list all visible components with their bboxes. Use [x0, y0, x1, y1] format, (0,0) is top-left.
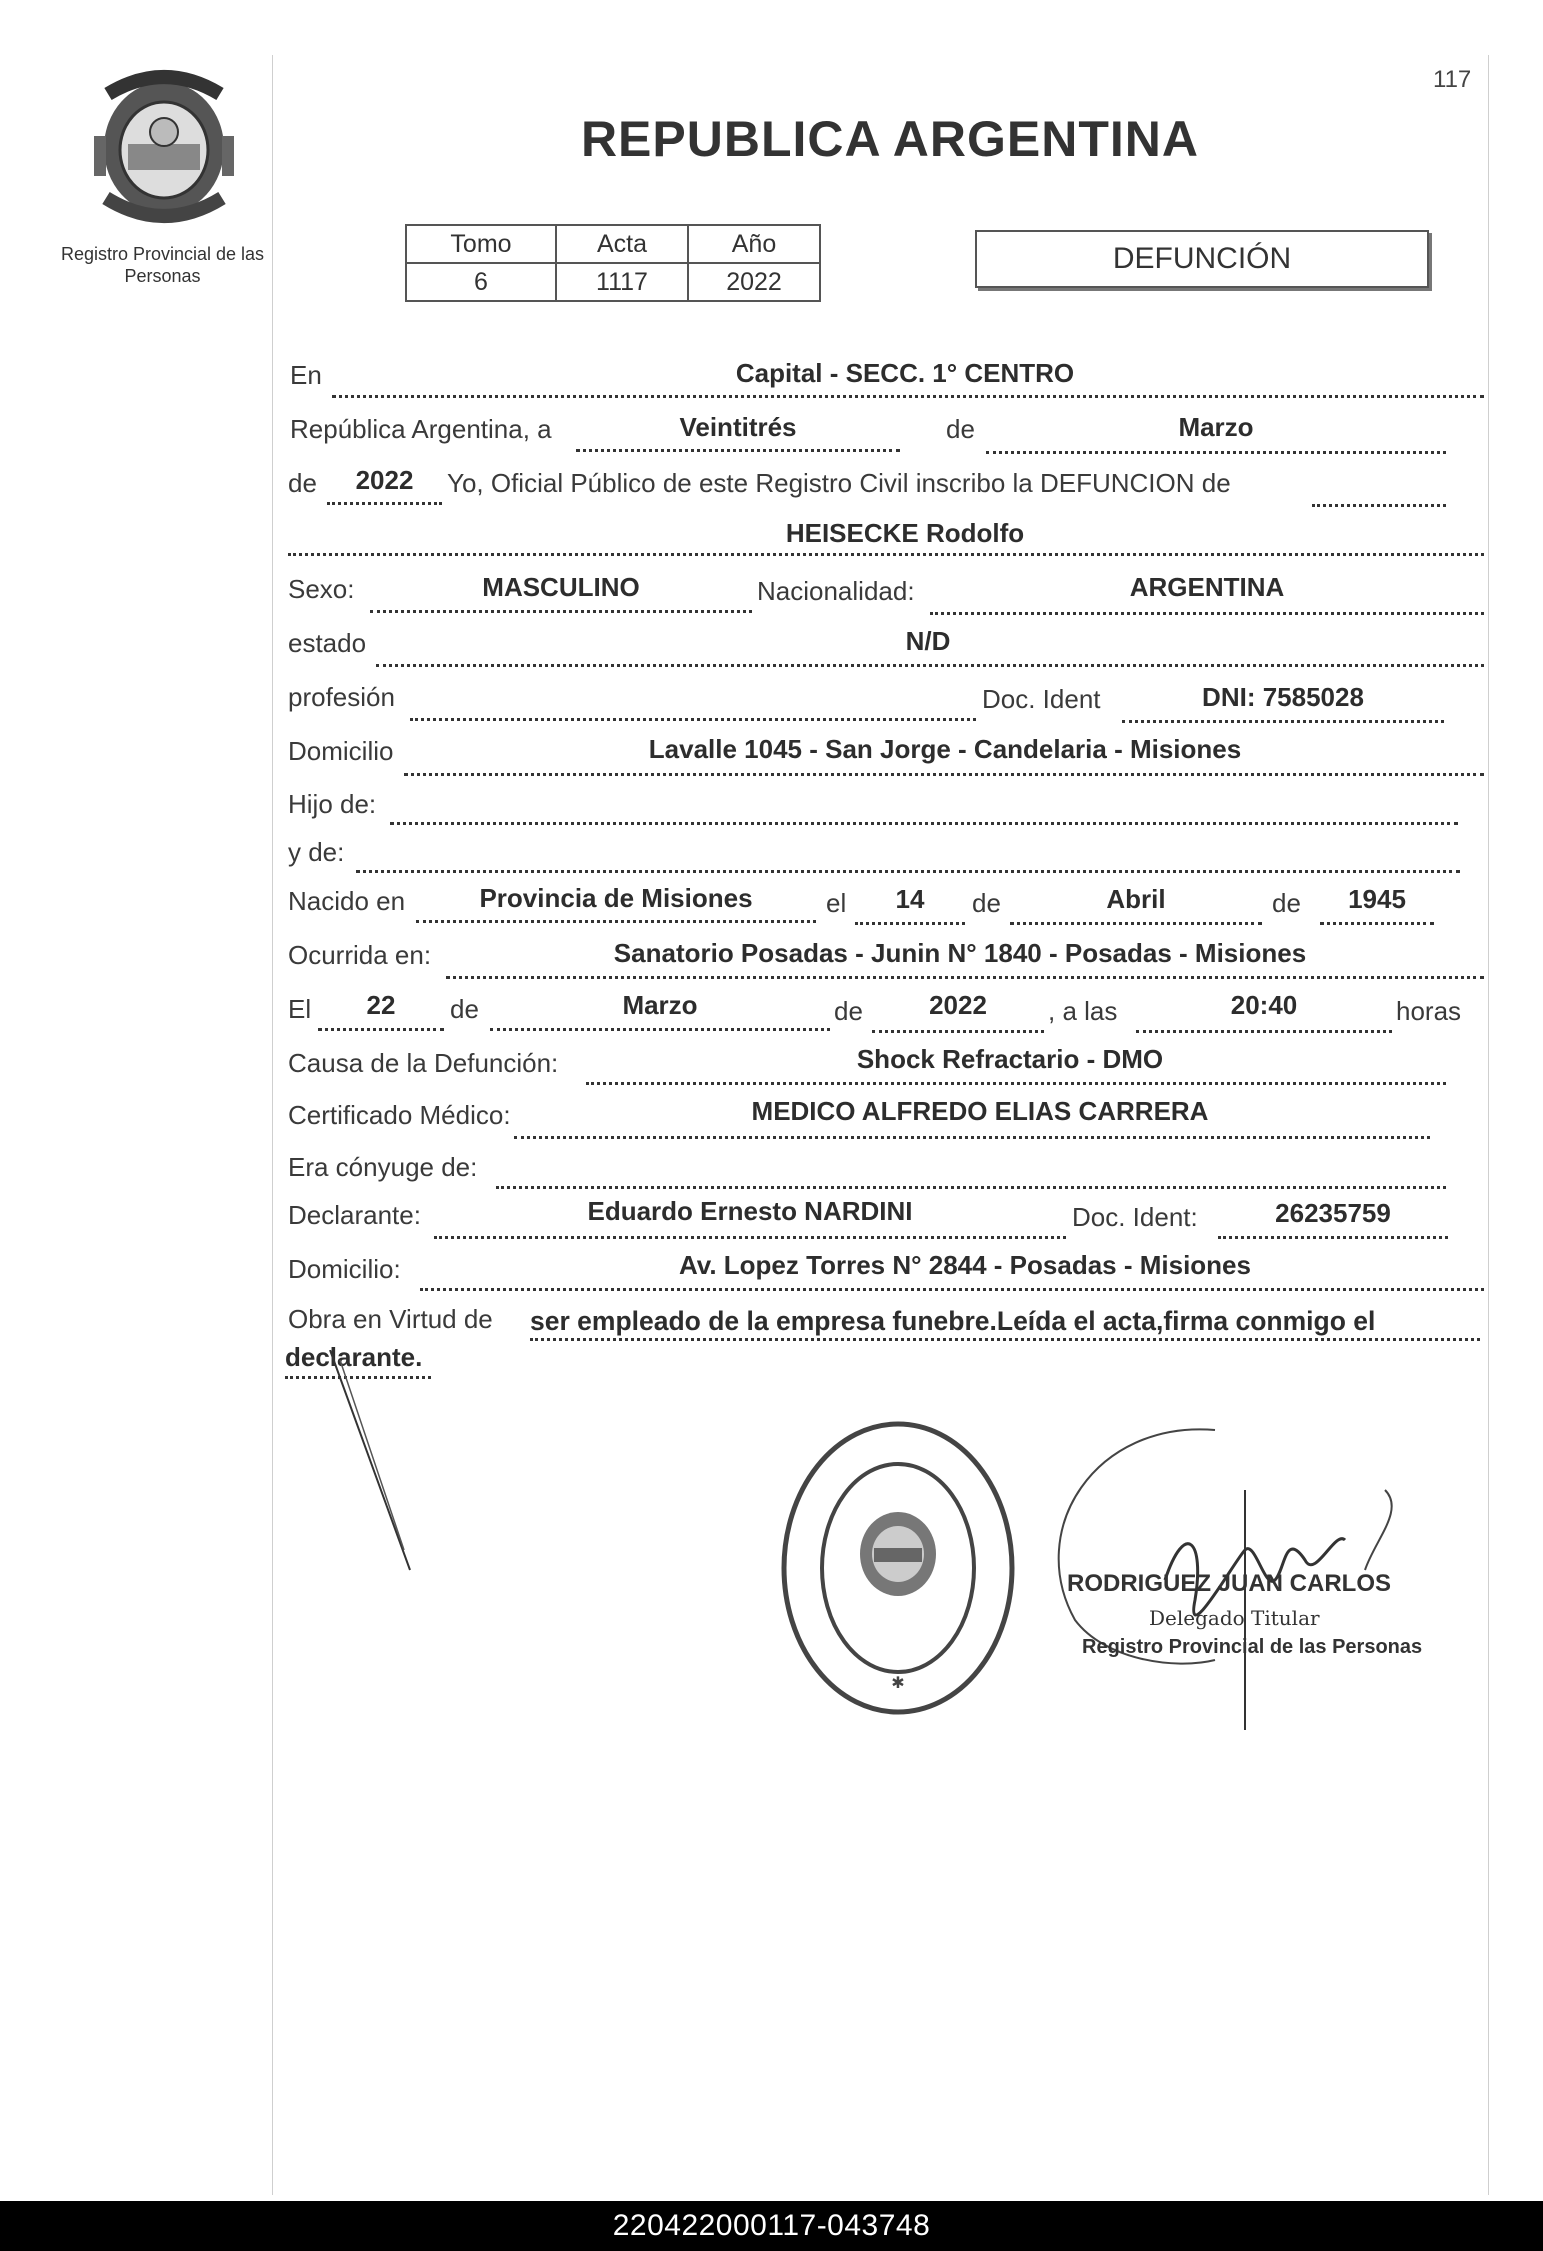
registry-stamp-seal [778, 1418, 1018, 1718]
day-words: Veintitrés [679, 412, 797, 442]
document-code-bar: 220422000117-043748 [0, 2201, 1543, 2251]
birth-day: 14 [895, 884, 925, 914]
right-margin-line [1488, 55, 1489, 2195]
death-month-line [490, 1028, 830, 1031]
year-value: 2022 [355, 465, 414, 495]
ocurrida-line [446, 976, 1484, 979]
reference-table [405, 224, 821, 302]
causa-label: Causa de la Defunción: [288, 1048, 559, 1078]
estado-value: N/D [905, 626, 951, 656]
yde-line [356, 870, 1460, 873]
signatory-office: Registro Provincial de las Personas [1082, 1636, 1423, 1658]
header-tomo: Tomo [406, 225, 556, 263]
de-label-1: de [946, 414, 975, 444]
certificado-line [514, 1136, 1430, 1139]
svg-text:✱: ✱ [891, 1673, 905, 1692]
deceased-name: HEISECKE Rodolfo [785, 518, 1025, 548]
domicilio-line [404, 773, 1484, 776]
obra-line-1 [530, 1338, 1480, 1341]
death-day-line [318, 1028, 444, 1031]
horas-label: horas [1396, 996, 1462, 1026]
value-acta: 1117 [556, 263, 688, 301]
page-number: 117 [1433, 66, 1472, 93]
hijo-line [390, 822, 1458, 825]
causa-value: Shock Refractario - DMO [856, 1044, 1164, 1074]
certificado-label: Certificado Médico: [288, 1100, 511, 1130]
conyuge-line [496, 1186, 1446, 1189]
conyuge-label: Era cónyuge de: [288, 1152, 478, 1182]
republica-label: República Argentina, a [290, 414, 552, 444]
ocurrida-value: Sanatorio Posadas - Junin N° 1840 - Posadas - Misiones [613, 938, 1307, 968]
domicilio-label: Domicilio [288, 736, 394, 766]
month-line [986, 451, 1446, 454]
nacionalidad-value: ARGENTINA [1129, 572, 1285, 602]
provincial-seal-logo [88, 66, 240, 226]
birth-day-line [855, 922, 965, 925]
doc-line [1122, 720, 1444, 723]
en-value: Capital - SECC. 1° CENTRO [735, 358, 1075, 388]
death-year-line [872, 1030, 1044, 1033]
obra-label: Obra en Virtud de [288, 1304, 493, 1334]
obra-value-2: declarante. [285, 1342, 423, 1372]
nacido-label: Nacido en [288, 886, 406, 916]
signatory-title: Delegado Titular [1149, 1606, 1320, 1630]
oficial-line [1312, 504, 1446, 507]
causa-line [586, 1082, 1446, 1085]
year-line [327, 502, 442, 505]
death-year: 2022 [929, 990, 987, 1020]
doc2-value: 26235759 [1275, 1198, 1391, 1228]
profesion-line [410, 718, 976, 721]
de-label-2: de [288, 468, 317, 498]
declarante-line [434, 1236, 1066, 1239]
birth-month: Abril [1106, 884, 1166, 914]
de-label-3: de [972, 888, 1001, 918]
el-label: el [826, 888, 847, 918]
value-ano: 2022 [688, 263, 820, 301]
birth-year-line [1320, 922, 1434, 925]
left-margin-line [272, 55, 273, 2195]
doc-label: Doc. Ident [982, 684, 1101, 714]
nacido-line [416, 920, 816, 923]
estado-line [376, 664, 1484, 667]
value-tomo: 6 [406, 263, 556, 301]
pen-stroke [320, 1350, 420, 1580]
sexo-label: Sexo: [288, 574, 355, 604]
domicilio2-line [420, 1288, 1484, 1291]
nacionalidad-line [930, 612, 1484, 615]
sexo-line [370, 610, 752, 613]
doc2-line [1218, 1236, 1448, 1239]
death-time: 20:40 [1230, 990, 1298, 1020]
profesion-label: profesión [288, 682, 395, 712]
a-las-label: , a las [1048, 996, 1118, 1026]
domicilio-value: Lavalle 1045 - San Jorge - Candelaria - Misiones [648, 734, 1242, 764]
header-acta: Acta [556, 225, 688, 263]
oficial-text: Yo, Oficial Público de este Registro Civil inscribo la DEFUNCION de [447, 468, 1231, 498]
record-type-box: DEFUNCIÓN [975, 230, 1429, 288]
declarante-value: Eduardo Ernesto NARDINI [587, 1196, 913, 1226]
hijo-label: Hijo de: [288, 789, 377, 819]
header-ano: Año [688, 225, 820, 263]
doc-value: DNI: 7585028 [1202, 682, 1364, 712]
de-label-5: de [450, 994, 479, 1024]
birth-year: 1945 [1348, 884, 1406, 914]
signatory-name: RODRIGUEZ JUAN CARLOS [1067, 1570, 1392, 1597]
nacido-value: Provincia de Misiones [479, 883, 753, 913]
yde-label: y de: [288, 837, 345, 867]
registry-caption: Registro Provincial de las Personas [60, 244, 265, 286]
nacionalidad-label: Nacionalidad: [757, 576, 915, 606]
month-value: Marzo [1178, 412, 1254, 442]
declarante-label: Declarante: [288, 1200, 421, 1230]
certificado-value: MEDICO ALFREDO ELIAS CARRERA [751, 1096, 1209, 1126]
en-line [332, 395, 1484, 398]
domicilio2-label: Domicilio: [288, 1254, 401, 1284]
en-label: En [290, 360, 322, 390]
obra-value-1: ser empleado de la empresa funebre.Leída el acta,firma conmigo el [530, 1306, 1376, 1336]
domicilio2-value: Av. Lopez Torres N° 2844 - Posadas - Misiones [679, 1250, 1251, 1280]
sexo-value: MASCULINO [482, 572, 640, 602]
birth-month-line [1010, 922, 1262, 925]
doc2-label: Doc. Ident: [1072, 1202, 1198, 1232]
ocurrida-label: Ocurrida en: [288, 940, 432, 970]
el2-label: El [288, 994, 312, 1024]
de-label-6: de [834, 996, 863, 1026]
name-line [288, 553, 1484, 556]
death-day: 22 [366, 990, 396, 1020]
time-line [1136, 1030, 1392, 1033]
day-words-line [576, 449, 900, 452]
de-label-4: de [1272, 888, 1301, 918]
estado-label: estado [288, 628, 367, 658]
death-month: Marzo [622, 990, 698, 1020]
document-title: REPUBLICA ARGENTINA [580, 111, 1200, 167]
